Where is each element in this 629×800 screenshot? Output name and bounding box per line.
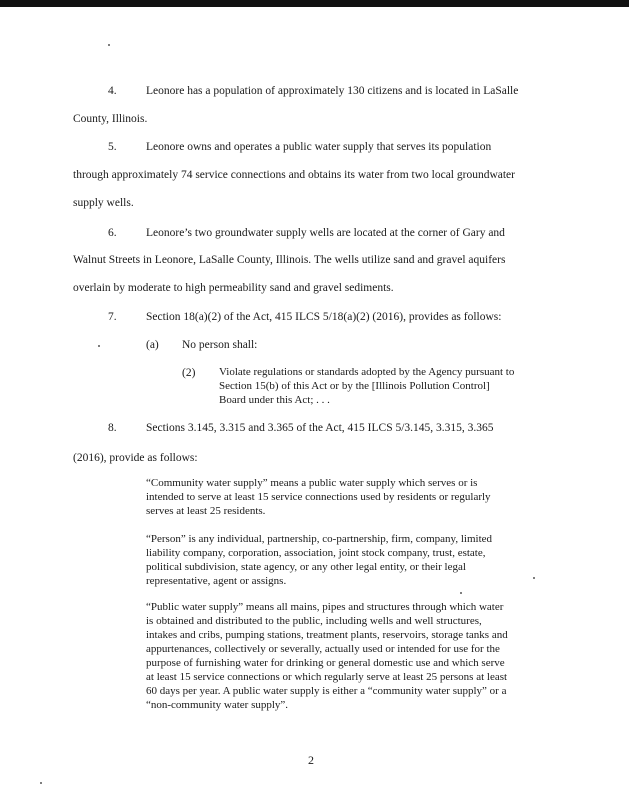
subsection-label: (a) — [146, 339, 159, 351]
paragraph-line: through approximately 74 service connections and obtains its water from two local groundwater — [73, 169, 515, 181]
paragraph-line: Leonore has a population of approximately 130 citizens and is located in LaSalle — [146, 85, 519, 97]
definition-line: “Community water supply” means a public water supply which serves or is — [146, 477, 478, 489]
definition-line: 60 days per year. A public water supply is either a “community water supply” or a — [146, 685, 507, 697]
definition-line: at least 15 service connections or which regularly serve at least 25 persons at least — [146, 671, 508, 683]
quoted-line: Section 15(b) of this Act or by the [Illinois Pollution Control] — [219, 380, 490, 392]
paragraph-number: 8. — [108, 422, 117, 434]
scan-speck — [40, 782, 42, 784]
page-number: 2 — [308, 753, 314, 767]
paragraph-number: 4. — [108, 85, 117, 97]
subsection-label: (2) — [182, 367, 196, 379]
definition-line: liability company, corporation, association, joint stock company, trust, estate, — [146, 547, 486, 559]
subsection-text: No person shall: — [182, 339, 258, 351]
paragraph-line: County, Illinois. — [73, 113, 148, 125]
definition-line: “non-community water supply”. — [146, 699, 289, 711]
paragraph-line: Leonore owns and operates a public water supply that serves its population — [146, 141, 492, 153]
scan-speck — [98, 345, 100, 347]
scan-speck — [533, 577, 535, 579]
paragraph-line: Section 18(a)(2) of the Act, 415 ILCS 5/18(a)(2) (2016), provides as follows: — [146, 311, 502, 323]
paragraph-number: 6. — [108, 227, 117, 239]
definition-line: political subdivision, state agency, or any other legal entity, or their legal — [146, 561, 466, 573]
paragraph-line: Walnut Streets in Leonore, LaSalle County, Illinois. The wells utilize sand and gravel aquifers — [73, 254, 506, 266]
definition-line: intended to serve at least 15 service connections used by residents or regularly — [146, 491, 491, 503]
definition-line: is obtained and distributed to the public, including wells and well structures, — [146, 615, 482, 627]
quoted-line: Board under this Act; . . . — [219, 394, 330, 406]
definition-line: “Person” is any individual, partnership, co-partnership, firm, company, limited — [146, 533, 493, 545]
paragraph-number: 5. — [108, 141, 117, 153]
scan-top-edge — [0, 0, 629, 7]
paragraph-line: Sections 3.145, 3.315 and 3.365 of the Act, 415 ILCS 5/3.145, 3.315, 3.365 — [146, 422, 494, 434]
definition-line: intakes and cribs, pumping stations, treatment plants, reservoirs, storage tanks and — [146, 629, 508, 641]
paragraph-line: Leonore’s two groundwater supply wells are located at the corner of Gary and — [146, 227, 505, 239]
scan-speck — [460, 592, 462, 594]
paragraph-line: overlain by moderate to high permeability sand and gravel sediments. — [73, 282, 394, 294]
definition-line: serves at least 25 residents. — [146, 505, 266, 517]
paragraph-number: 7. — [108, 311, 117, 323]
paragraph-line: (2016), provide as follows: — [73, 452, 198, 464]
paragraph-line: supply wells. — [73, 197, 134, 209]
quoted-line: Violate regulations or standards adopted by the Agency pursuant to — [219, 366, 515, 378]
definition-line: representative, agent or assigns. — [146, 575, 287, 587]
definition-line: purpose of furnishing water for drinking or general domestic use and which serve — [146, 657, 505, 669]
scan-speck — [108, 44, 110, 46]
definition-line: appurtenances, collectively or severally, actually used or intended for use for the — [146, 643, 500, 655]
definition-line: “Public water supply” means all mains, pipes and structures through which water — [146, 601, 504, 613]
